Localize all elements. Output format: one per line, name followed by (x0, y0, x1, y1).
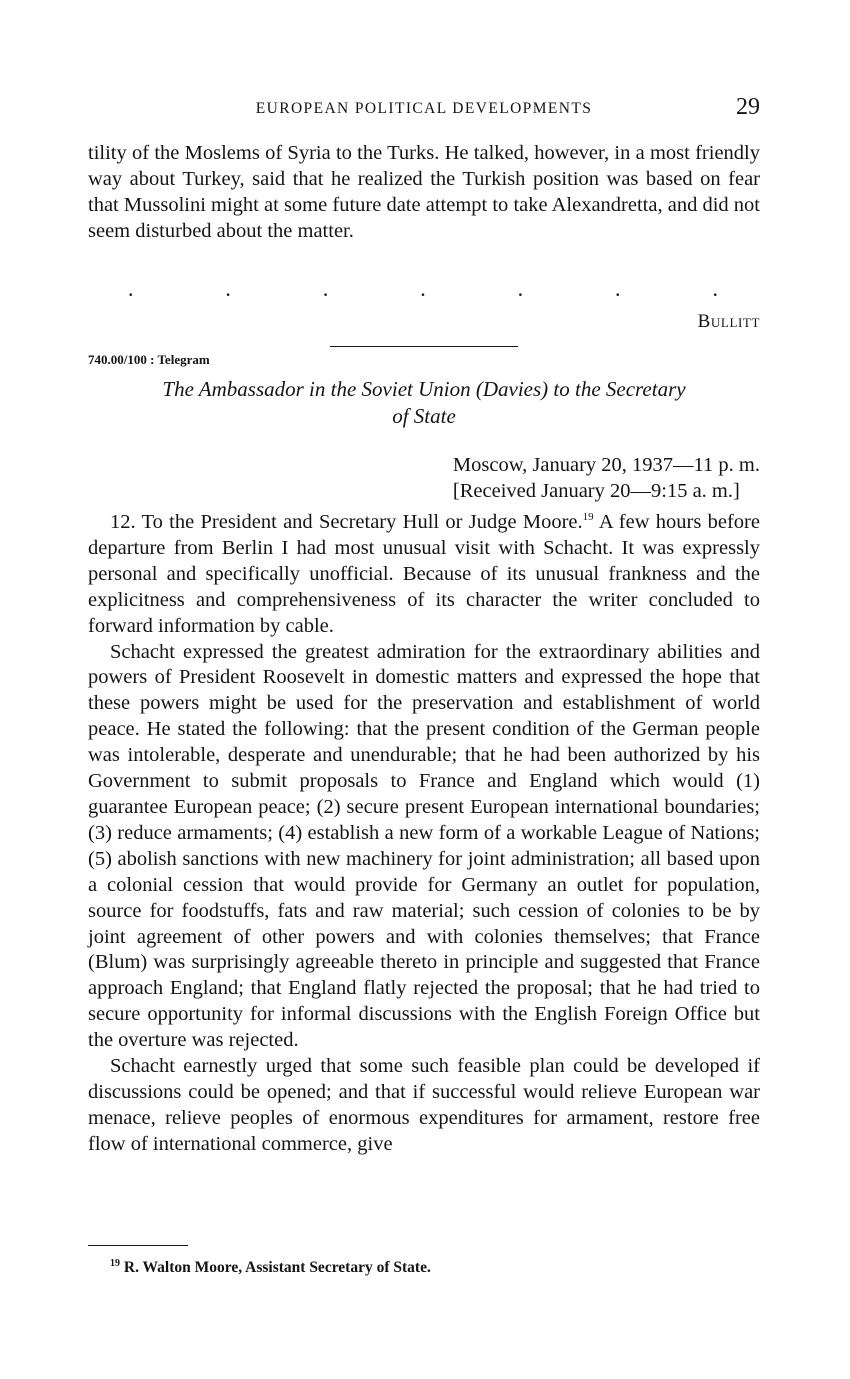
ellipsis-dot: . (225, 276, 231, 301)
page-number: 29 (736, 94, 760, 120)
signature: Bullitt (697, 311, 760, 332)
footnote-text: R. Walton Moore, Assistant Secretary of State. (120, 1259, 431, 1276)
footnote-divider (88, 1245, 188, 1246)
footnote-marker: 19 (110, 1257, 120, 1269)
ellipsis-dot: . (128, 276, 134, 301)
file-reference: 740.00/100 : Telegram (88, 352, 210, 367)
body-paragraph: Schacht earnestly urged that some such feasible plan could be developed if discussions could be opened; and that if successful would relieve European war menace, relieve peoples of enormous expenditures for armament, restore free flow of international commerce, give (88, 1055, 760, 1155)
ellipsis-row (128, 276, 718, 302)
body-paragraph (88, 510, 760, 640)
ellipsis-dot: . (712, 276, 718, 301)
footnote (110, 1259, 431, 1277)
body-paragraph: Schacht expressed the greatest admiration for the extraordinary abilities and powers of President Roosevelt in domestic matters and expressed the hope that these powers might be used for the preservation and establishment of world peace. He stated the following: that the present condition of the German people was intolerable, desperate and unendurable; that he had been authorized by his Government to submit proposals to France and England which would (1) guarantee European peace; (2) secure present European international boundaries; (3) reduce armaments; (4) establish a new form of a workable League of Nations; (5) abolish sanctions with new machinery for joint administration; all based upon a colonial cession that would provide for Germany an outlet for population, source for foodstuffs, fats and raw material; such cession of colonies to be by joint agreement of other powers and with colonies themselves; that France (Blum) was surprisingly agreeable thereto in principle and suggested that France approach England; that England flatly rejected the proposal; that he had tried to secure opportunity for informal discussions with the English Foreign Office but the overture was rejected. (88, 640, 760, 1052)
page-header (88, 96, 760, 122)
document-title-line: The Ambassador in the Soviet Union (Davies) to the Secretary (162, 377, 686, 401)
dateline-received: [Received January 20—9:15 a. m.] (452, 480, 740, 502)
paragraph-text: A few hours before departure from Berlin I had most unusual visit with Schacht. It was expressly personal and specifically unofficial. Because of its unusual frankness and the explicitness and comprehensiveness of its character the writer concluded to forward information by cable. (88, 511, 760, 637)
telegram-body (88, 510, 760, 1158)
continuation-paragraph: tility of the Moslems of Syria to the Turks. He talked, however, in a most friendly way about Turkey, said that he realized the Turkish position was based on fear that Mussolini might at some future date attempt to take Alexandretta, and did not seem disturbed about the matter. (88, 142, 760, 242)
section-divider (330, 346, 518, 347)
ellipsis-dot: . (420, 276, 426, 301)
ellipsis-dot: . (615, 276, 621, 301)
continuation-block (88, 141, 760, 245)
document-title-line: of State (392, 404, 456, 428)
footnote-reference: 19 (582, 511, 594, 524)
ellipsis-dot: . (517, 276, 524, 301)
dateline-place-date: Moscow, January 20, 1937—11 p. m. (452, 454, 760, 476)
paragraph-text: 12. To the President and Secretary Hull or Judge Moore. (110, 511, 583, 533)
dateline (453, 452, 760, 504)
ellipsis-dot: . (322, 276, 329, 301)
document-title (88, 376, 760, 430)
running-title: EUROPEAN POLITICAL DEVELOPMENTS (255, 100, 593, 117)
